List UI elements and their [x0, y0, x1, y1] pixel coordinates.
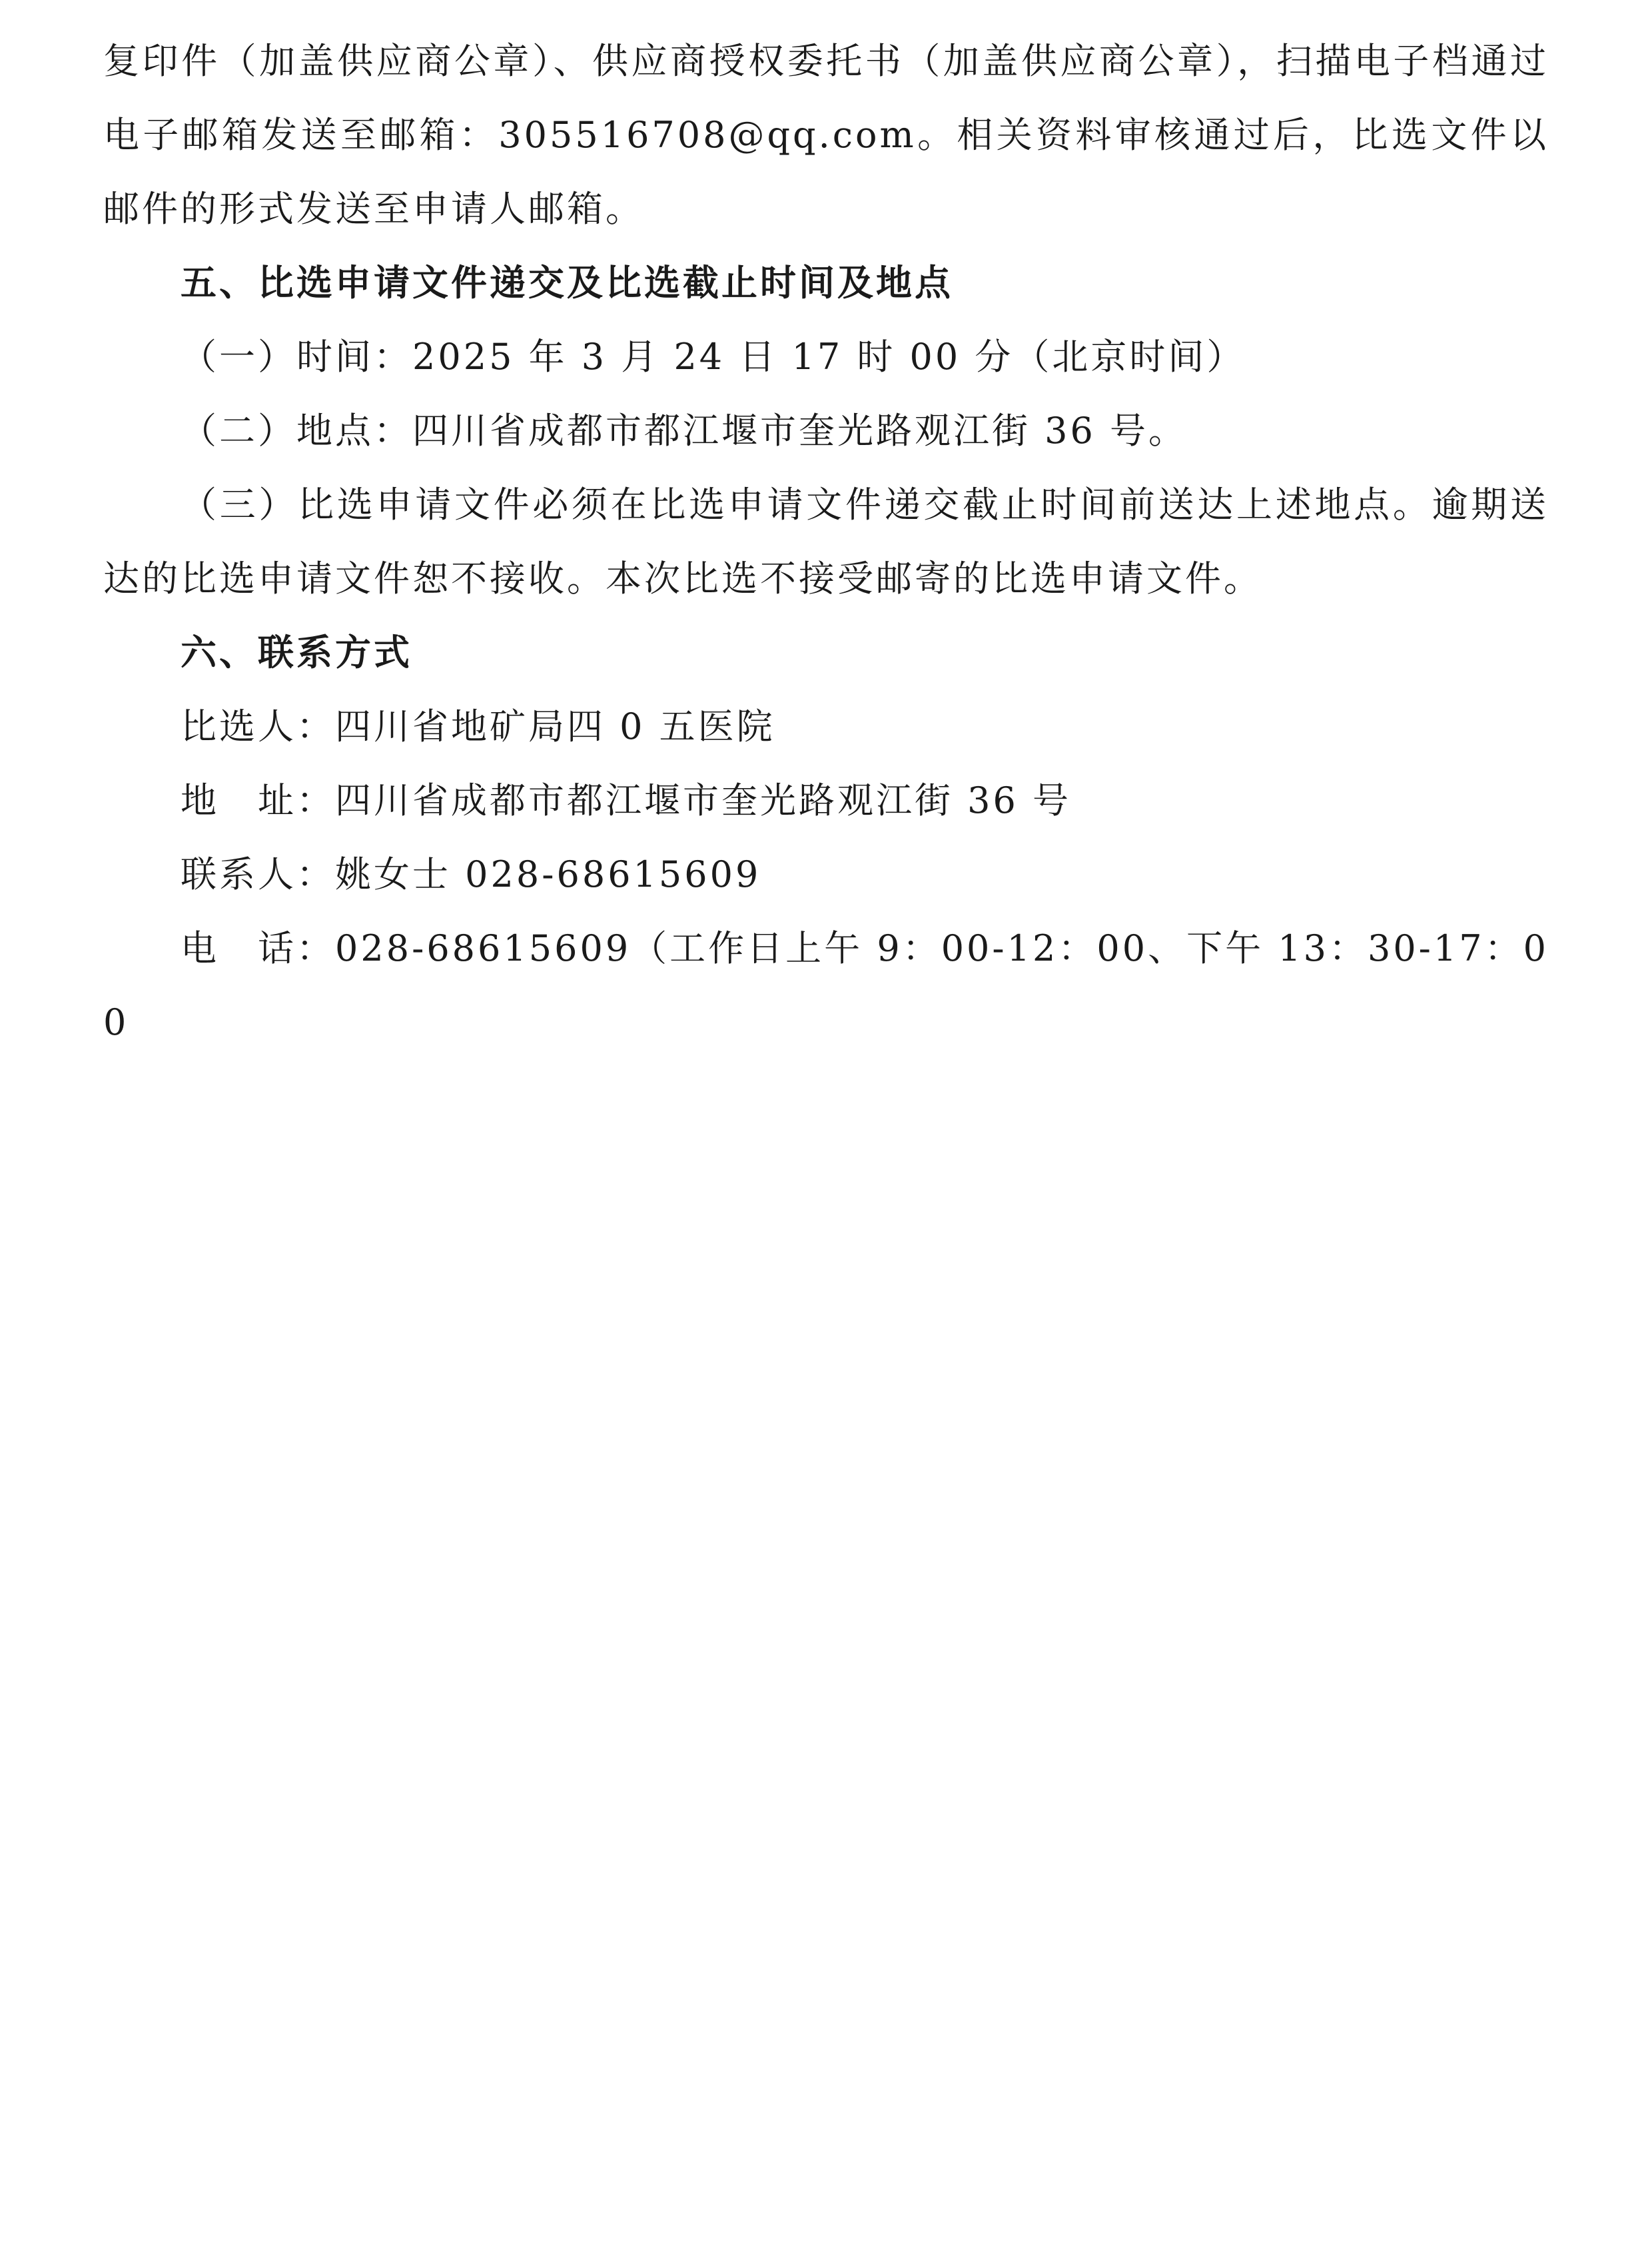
- document-body: [103, 24, 1549, 1059]
- contact-phone: 电 话：028-68615609（工作日上午 9：00-12：00、下午 13：30-17：00: [103, 927, 1549, 1043]
- section-five-delivery-rules: （三）比选申请文件必须在比选申请文件递交截止时间前送达上述地点。逾期送达的比选申请文件恕不接收。本次比选不接受邮寄的比选申请文件。: [103, 484, 1549, 600]
- contact-address: 地 址：四川省成都市都江堰市奎光路观江街 36 号: [181, 779, 1072, 821]
- section-six-heading: 六、联系方式: [181, 632, 412, 673]
- contact-selector: 比选人：四川省地矿局四 0 五医院: [181, 705, 775, 747]
- section-five-time: （一）时间：2025 年 3 月 24 日 17 时 00 分（北京时间）: [181, 336, 1246, 378]
- contact-person: 联系人：姚女士 028-68615609: [181, 853, 761, 895]
- section-five-heading: 五、比选申请文件递交及比选截止时间及地点: [181, 262, 953, 304]
- section-five-location: （二）地点：四川省成都市都江堰市奎光路观江街 36 号。: [181, 410, 1188, 452]
- intro-paragraph: 复印件（加盖供应商公章）、供应商授权委托书（加盖供应商公章），扫描电子档通过电子邮箱发送至邮箱：305516708@qq.com。相关资料审核通过后，比选文件以邮件的形式发送至申请人邮箱。: [103, 40, 1549, 230]
